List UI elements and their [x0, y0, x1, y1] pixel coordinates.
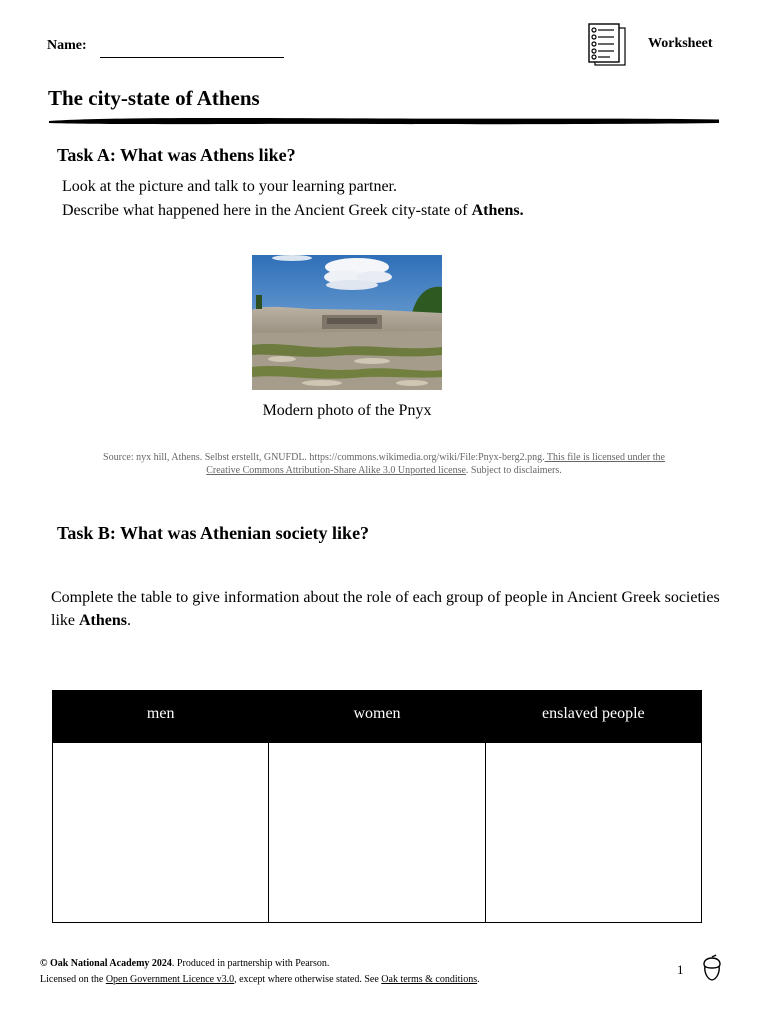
society-roles-table	[52, 690, 702, 923]
footer-copyright	[40, 958, 329, 969]
copyright-bold: © Oak National Academy 2024	[40, 958, 172, 969]
task-b-instruction	[51, 586, 721, 632]
table-row	[53, 743, 702, 923]
ogl-link[interactable]: Open Government Licence v3.0	[105, 974, 235, 985]
page-number: 1	[677, 962, 684, 977]
task-a-instruction-1: Look at the picture and talk to your learning partner.	[62, 178, 397, 195]
worksheet-label: Worksheet	[648, 36, 713, 51]
oak-acorn-icon	[700, 954, 724, 982]
task-b-instruction-suffix: .	[127, 612, 132, 629]
source-text: Source: nyx hill, Athens. Selbst erstellt, GNUFDL. https://commons.wikimedia.org/wiki/File:Pnyx-berg2.png.	[103, 452, 545, 463]
task-b-instruction-text: Complete the table to give information about the role of each group of people in Ancient Greek societies like	[51, 589, 720, 629]
name-write-line[interactable]	[100, 57, 284, 58]
table-header-row	[53, 691, 702, 743]
task-a-heading: Task A: What was Athens like?	[57, 145, 296, 165]
photo-caption: Modern photo of the Pnyx	[262, 402, 432, 419]
answer-cell-women[interactable]	[269, 743, 485, 923]
name-label: Name:	[47, 38, 87, 53]
page-title: The city-state of Athens	[48, 86, 260, 110]
header-women: women	[269, 691, 485, 743]
title-underline-brush	[47, 116, 721, 126]
worksheet-checklist-icon	[586, 23, 628, 67]
header-men: men	[53, 691, 269, 743]
task-a-instruction-2-text: Describe what happened here in the Ancient Greek city-state of	[62, 202, 472, 219]
copyright-rest: . Produced in partnership with Pearson.	[171, 958, 330, 969]
image-source-credit	[96, 451, 672, 477]
task-a-instruction-2	[62, 202, 524, 220]
answer-cell-enslaved-people[interactable]	[485, 743, 701, 923]
licence-prefix: Licensed on the	[40, 974, 106, 985]
header-enslaved-people: enslaved people	[485, 691, 701, 743]
task-b-heading: Task B: What was Athenian society like?	[57, 523, 370, 543]
licence-middle: , except where otherwise stated. See	[234, 974, 382, 985]
terms-link[interactable]: Oak terms & conditions	[381, 974, 478, 985]
pnyx-photo	[252, 255, 442, 390]
answer-cell-men[interactable]	[53, 743, 269, 923]
source-suffix: . Subject to disclaimers.	[465, 465, 562, 476]
licence-suffix: .	[477, 974, 480, 985]
task-a-instruction-2-bold: Athens.	[471, 202, 524, 219]
task-b-instruction-bold: Athens	[79, 612, 128, 629]
licence-link[interactable]: This file is licensed under the Creative Commons Attribution-Share Alike 3.0 Unported license	[206, 452, 665, 476]
footer-licence	[40, 974, 480, 985]
